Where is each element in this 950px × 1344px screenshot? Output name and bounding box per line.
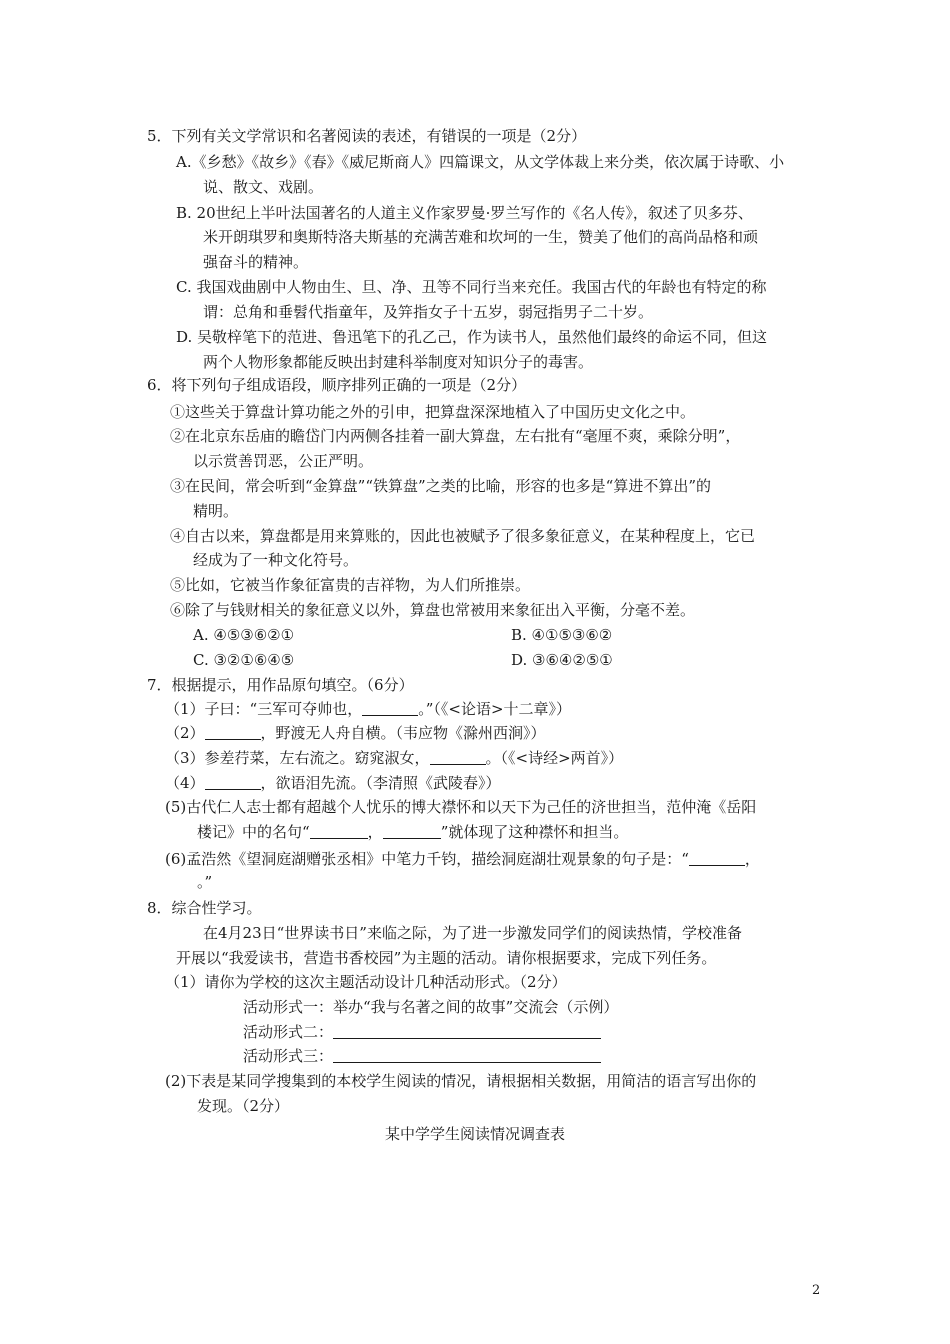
q6-option-c: C. ③②①⑥④⑤: [193, 651, 295, 669]
q7-item-3-suffix: 。（《<诗经>两首》）: [485, 749, 624, 767]
q5-option-a-line1: A.《乡愁》《故乡》《春》《威尼斯商人》四篇课文，从文学体裁上来分类，依次属于诗歌、小: [176, 153, 785, 171]
q8-task-2-line1: (2)下表是某同学搜集到的本校学生阅读的情况，请根据相关数据，用简洁的语言写出你的: [165, 1072, 757, 1090]
q7-item-2-suffix: ，野渡无人舟自横。（韦应物《滁州西涧》）: [260, 724, 546, 742]
q7-item-2: [165, 723, 546, 743]
q6-option-d: D. ③⑥④②⑤①: [511, 651, 613, 669]
q8-intro-line1: 在4月23日“世界读书日”来临之际，为了进一步激发同学们的阅读热情，学校准备: [203, 924, 742, 942]
page-number: 2: [812, 1283, 821, 1298]
q8-activity-form-3-label: 活动形式三：: [243, 1047, 334, 1065]
q7-item-6-line2: 。”: [197, 873, 213, 891]
q7-item-5-prefix: 楼记》中的名句“: [197, 823, 310, 841]
q8-task-2-line2: 发现。（2分）: [197, 1097, 290, 1115]
q5-option-d-line2: 两个人物形象都能反映出封建科举制度对知识分子的毒害。: [203, 353, 594, 371]
q5-option-a-line2: 说、散文、戏剧。: [203, 178, 324, 196]
q6-sentence-4-line2: 经成为了一种文化符号。: [193, 551, 359, 569]
table-title: 某中学学生阅读情况调查表: [384, 1125, 565, 1143]
q8-activity-form-2-label: 活动形式二：: [243, 1023, 334, 1041]
q6-option-b: B. ④①⑤③⑥②: [511, 626, 613, 644]
q7-item-2-prefix: （2）: [165, 724, 205, 742]
q5-option-b-line3: 强奋斗的精神。: [203, 253, 309, 271]
q6-sentence-6: ⑥除了与钱财相关的象征意义以外，算盘也常被用来象征出入平衡，分毫不差。: [170, 601, 696, 619]
blank[interactable]: [430, 749, 486, 765]
q5-option-b-line2: 米开朗琪罗和奥斯特洛夫斯基的充满苦难和坎坷的一生，赞美了他们的高尚品格和顽: [203, 228, 759, 246]
blank[interactable]: [362, 700, 418, 716]
question-7-stem: 7．根据提示，用作品原句填空。（6分）: [147, 676, 414, 694]
blank[interactable]: [383, 823, 441, 839]
q5-option-b-line1: B. 20世纪上半叶法国著名的人道主义作家罗曼·罗兰写作的《名人传》，叙述了贝多芬、: [176, 204, 753, 222]
blank[interactable]: [205, 724, 261, 740]
question-6-stem: 6．将下列句子组成语段，顺序排列正确的一项是（2分）: [147, 376, 527, 394]
question-5-stem: 5．下列有关文学常识和名著阅读的表述，有错误的一项是（2分）: [147, 127, 587, 145]
q6-sentence-1: ①这些关于算盘计算功能之外的引申，把算盘深深地植入了中国历史文化之中。: [170, 403, 696, 421]
q5-option-c-line2: 谓：总角和垂髫代指童年，及笄指女子十五岁，弱冠指男子二十岁。: [203, 303, 654, 321]
q6-sentence-3-line1: ③在民间，常会听到“金算盘”“铁算盘”之类的比喻，形容的也多是“算进不算出”的: [170, 477, 712, 495]
q6-sentence-5: ⑤比如，它被当作象征富贵的吉祥物，为人们所推崇。: [170, 576, 531, 594]
q7-item-5-suffix: ”就体现了这种襟怀和担当。: [440, 823, 629, 841]
q6-option-a: A. ④⑤③⑥②①: [193, 626, 295, 644]
q8-activity-form-2: [243, 1022, 601, 1042]
q7-item-6-comma: ，: [744, 850, 760, 868]
q6-sentence-4-line1: ④自古以来，算盘都是用来算账的，因此也被赋予了很多象征意义，在某种程度上，它已: [170, 527, 756, 545]
q7-item-1-prefix: （1）子曰：“三军可夺帅也，: [165, 700, 363, 718]
blank[interactable]: [689, 850, 745, 866]
blank[interactable]: [205, 774, 261, 790]
q6-sentence-3-line2: 精明。: [193, 502, 239, 520]
q6-sentence-2-line2: 以示赏善罚恶，公正严明。: [193, 452, 374, 470]
answer-line[interactable]: [333, 1047, 601, 1063]
q7-item-4: [165, 773, 501, 793]
q7-item-4-suffix: ，欲语泪先流。（李清照《武陵春》）: [260, 774, 501, 792]
q5-option-d-line1: D. 吴敬梓笔下的范进、鲁迅笔下的孔乙己，作为读书人，虽然他们最终的命运不同，但这: [176, 328, 768, 346]
q7-item-6-line1: [165, 849, 760, 869]
q7-item-5-line1: (5)古代仁人志士都有超越个人忧乐的博大襟怀和以天下为己任的济世担当，范仲淹《岳阳: [165, 798, 757, 816]
q7-item-5-comma: ，: [367, 823, 383, 841]
q7-item-1-suffix: 。”（《<论语>十二章》）: [418, 700, 572, 718]
blank[interactable]: [310, 823, 368, 839]
q8-intro-line2: 开展以“我爱读书，营造书香校园”为主题的活动。请你根据要求，完成下列任务。: [176, 949, 717, 967]
q7-item-1: [165, 699, 571, 719]
question-8-stem: 8．综合性学习。: [147, 899, 262, 917]
answer-line[interactable]: [333, 1023, 601, 1039]
q7-item-6-prefix: (6)孟浩然《望洞庭湖赠张丞相》中笔力千钧，描绘洞庭湖壮观景象的句子是：“: [165, 850, 689, 868]
q8-activity-form-3: [243, 1046, 601, 1066]
q8-task-1: （1）请你为学校的这次主题活动设计几种活动形式。（2分）: [165, 973, 567, 991]
q6-sentence-2-line1: ②在北京东岳庙的瞻岱门内两侧各挂着一副大算盘，左右批有“毫厘不爽，乘除分明”，: [170, 427, 741, 445]
q7-item-5-line2: [197, 822, 628, 842]
q7-item-3-prefix: （3）参差荇菜，左右流之。窈窕淑女，: [165, 749, 430, 767]
q7-item-3: [165, 748, 623, 768]
q7-item-4-prefix: （4）: [165, 774, 205, 792]
q8-activity-form-1: 活动形式一：举办“我与名著之间的故事”交流会（示例）: [243, 998, 619, 1016]
q5-option-c-line1: C. 我国戏曲剧中人物由生、旦、净、丑等不同行当来充任。我国古代的年龄也有特定的称: [176, 278, 767, 296]
